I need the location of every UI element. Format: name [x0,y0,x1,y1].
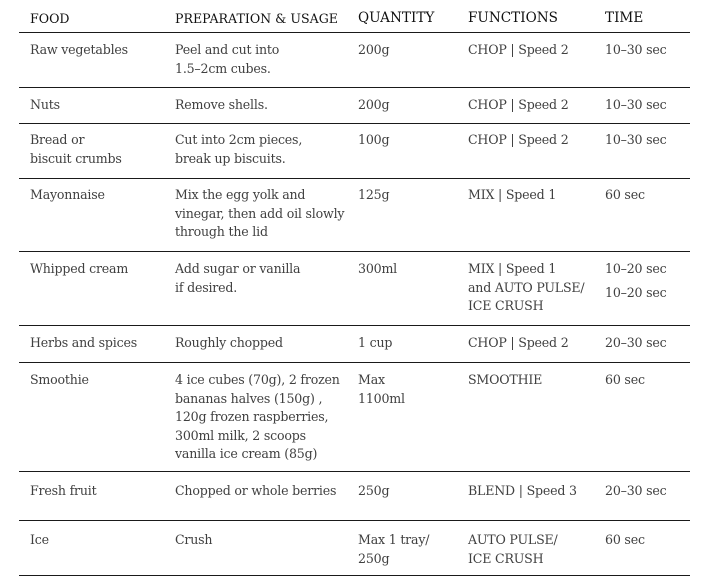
time-cell: 10–30 sec [605,132,667,147]
table-header-row [19,0,690,33]
functions-cell: CHOP | Speed 2 [468,42,569,57]
preparation-cell: Roughly chopped [175,335,283,350]
quantity-cell: 100g [358,132,390,147]
food-cell: Bread or biscuit crumbs [30,132,122,166]
food-cell: Smoothie [30,372,89,387]
quantity-cell: 1 cup [358,335,393,350]
food-cell: Nuts [30,97,60,112]
food-cell: Ice [30,532,49,547]
food-preparation-table [19,0,690,576]
quantity-cell: 300ml [358,261,398,276]
table-row [19,124,690,179]
food-cell: Fresh fruit [30,483,97,498]
food-cell: Herbs and spices [30,335,137,350]
time-cell: 10–30 sec [605,97,667,112]
quantity-cell: 200g [358,42,390,57]
table-row [19,472,690,521]
quantity-cell: Max 1 tray/ 250g [358,532,430,566]
functions-cell: BLEND | Speed 3 [468,483,577,498]
preparation-cell: 4 ice cubes (70g), 2 frozen bananas halves (150g) , 120g frozen raspberries, 300ml milk, 2 scoops vanilla ice cream (85g) [175,372,340,461]
table-row [19,326,690,363]
functions-cell: SMOOTHIE [468,372,543,387]
quantity-cell: 200g [358,97,390,112]
preparation-cell: Chopped or whole berries [175,483,337,498]
time-cell: 10–20 sec 10–20 sec [605,261,667,300]
quantity-cell: 125g [358,187,390,202]
time-cell: 60 sec [605,532,645,547]
functions-cell: MIX | Speed 1 and AUTO PULSE/ ICE CRUSH [468,261,585,313]
preparation-cell: Peel and cut into 1.5–2cm cubes. [175,42,280,76]
functions-cell: CHOP | Speed 2 [468,132,569,147]
time-cell: 10–30 sec [605,42,667,57]
preparation-cell: Remove shells. [175,97,268,112]
header-quantity: QUANTITY [358,10,435,26]
food-cell: Whipped cream [30,261,129,276]
table-row [19,363,690,472]
table-row [19,33,690,88]
quantity-cell: 250g [358,483,390,498]
food-cell: Raw vegetables [30,42,128,57]
time-cell: 60 sec [605,372,645,387]
time-cell: 20–30 sec [605,335,667,350]
table-row [19,88,690,124]
preparation-cell: Add sugar or vanilla if desired. [175,261,301,295]
header-functions: FUNCTIONS [468,10,558,26]
food-cell: Mayonnaise [30,187,105,202]
table-row [19,252,690,326]
time-cell: 20–30 sec [605,483,667,498]
functions-cell: CHOP | Speed 2 [468,97,569,112]
table-row [19,521,690,576]
functions-cell: AUTO PULSE/ ICE CRUSH [468,532,558,566]
preparation-cell: Crush [175,532,213,547]
functions-cell: CHOP | Speed 2 [468,335,569,350]
preparation-cell: Mix the egg yolk and vinegar, then add oil slowly through the lid [175,187,345,239]
table-row [19,179,690,252]
quantity-cell: Max 1100ml [358,372,405,406]
time-cell: 60 sec [605,187,645,202]
header-time: TIME [605,10,644,26]
functions-cell: MIX | Speed 1 [468,187,557,202]
header-preparation: PREPARATION & USAGE [175,11,338,26]
preparation-cell: Cut into 2cm pieces, break up biscuits. [175,132,303,166]
header-food: FOOD [30,11,70,26]
